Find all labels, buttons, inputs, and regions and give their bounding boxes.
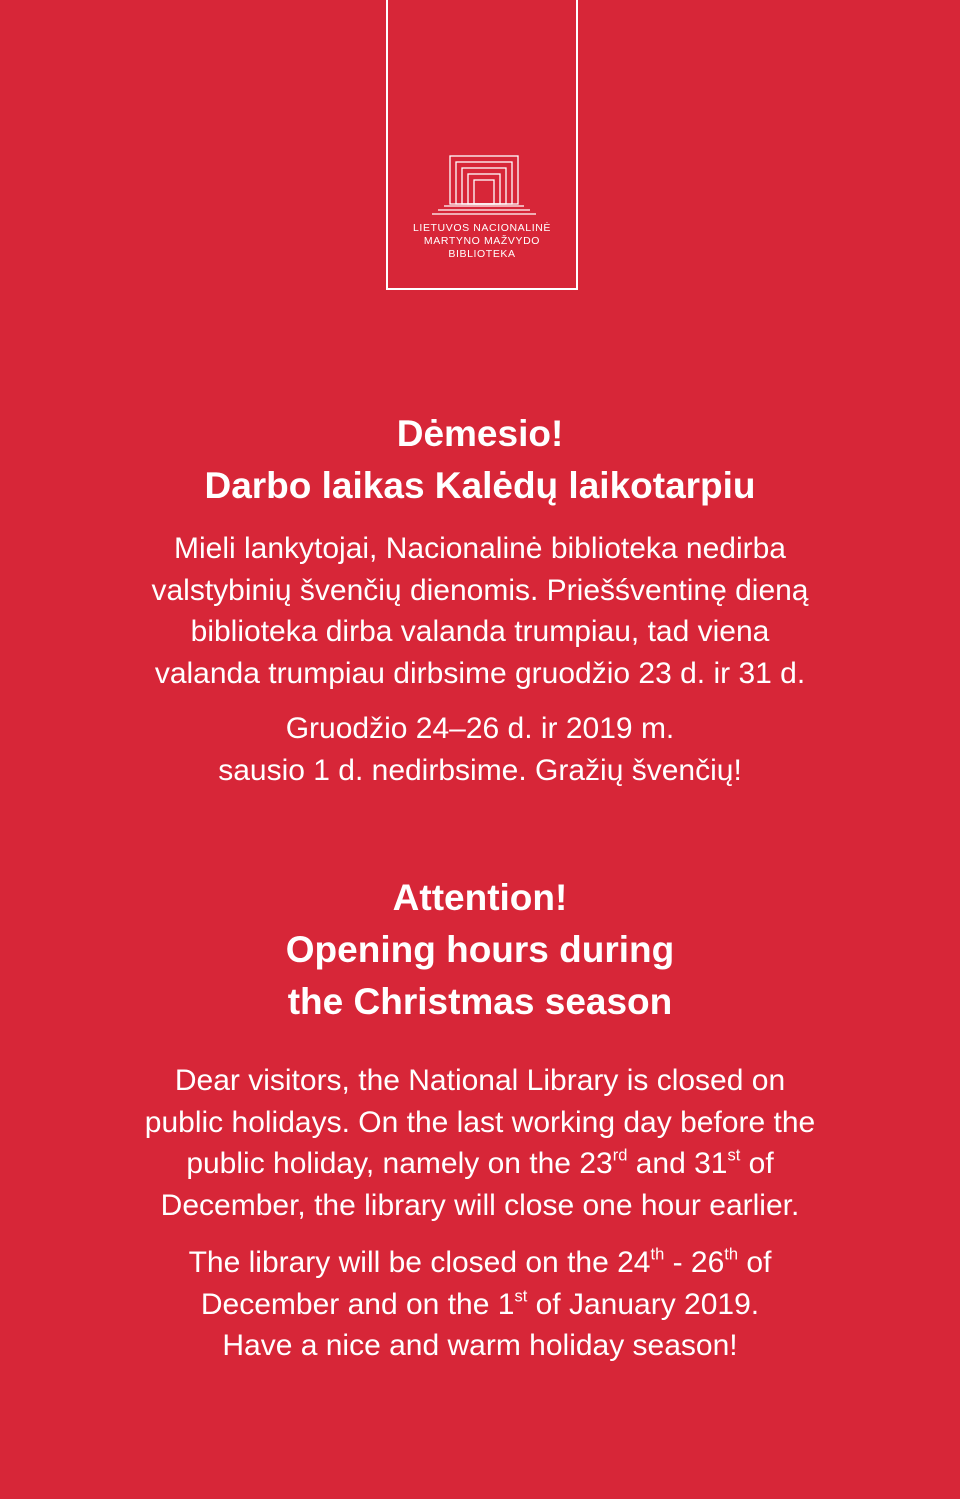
lt-text-line: valanda trumpiau dirbsime gruodžio 23 d. ir 31 d. [154, 656, 806, 690]
lt-text-line: sausio 1 d. nedirbsime. Gražių švenčių! [218, 753, 742, 787]
en-text-line: December and on the 1st of January 2019. [200, 1287, 760, 1321]
lt-text-line: Mieli lankytojai, Nacionalinė biblioteka nedirba [173, 532, 786, 565]
en-paragraph-2 [40, 1242, 920, 1367]
en-title-line: Attention! [392, 877, 568, 918]
en-text-line: Dear visitors, the National Library is closed on [174, 1064, 786, 1097]
en-title-line: Opening hours during [285, 929, 675, 970]
en-text-line: public holiday, namely on the 23rd and 31st of [186, 1146, 774, 1180]
en-text-line: December, the library will close one hour earlier. [160, 1188, 800, 1222]
en-paragraph-1 [40, 1060, 920, 1226]
en-text-line: Have a nice and warm holiday season! [222, 1329, 738, 1362]
en-text-line: The library will be closed on the 24th - 26th of [188, 1245, 772, 1279]
lt-text-line: biblioteka dirba valanda trumpiau, tad viena [190, 615, 770, 648]
lt-heading [40, 408, 920, 512]
library-name-line: LIETUVOS NACIONALINĖ [412, 222, 552, 234]
library-logo [386, 0, 578, 290]
lt-text-line: Gruodžio 24–26 d. ir 2019 m. [285, 712, 675, 745]
en-text-line: public holidays. On the last working day before the [144, 1105, 816, 1139]
en-heading [40, 872, 920, 1028]
lt-paragraph-2 [40, 708, 920, 791]
lt-title-line: Dėmesio! [396, 413, 564, 454]
lt-paragraph-1 [40, 528, 920, 694]
lt-text-line: valstybinių švenčių dienomis. Priešśventinę dieną [151, 573, 809, 607]
lt-title-line: Darbo laikas Kalėdų laikotarpiu [204, 465, 756, 506]
library-name-line: MARTYNO MAŽVYDO [423, 235, 541, 247]
library-portal-icon [428, 148, 540, 218]
library-name [388, 222, 576, 261]
en-title-line: the Christmas season [287, 981, 673, 1022]
library-name-line: BIBLIOTEKA [448, 248, 516, 260]
